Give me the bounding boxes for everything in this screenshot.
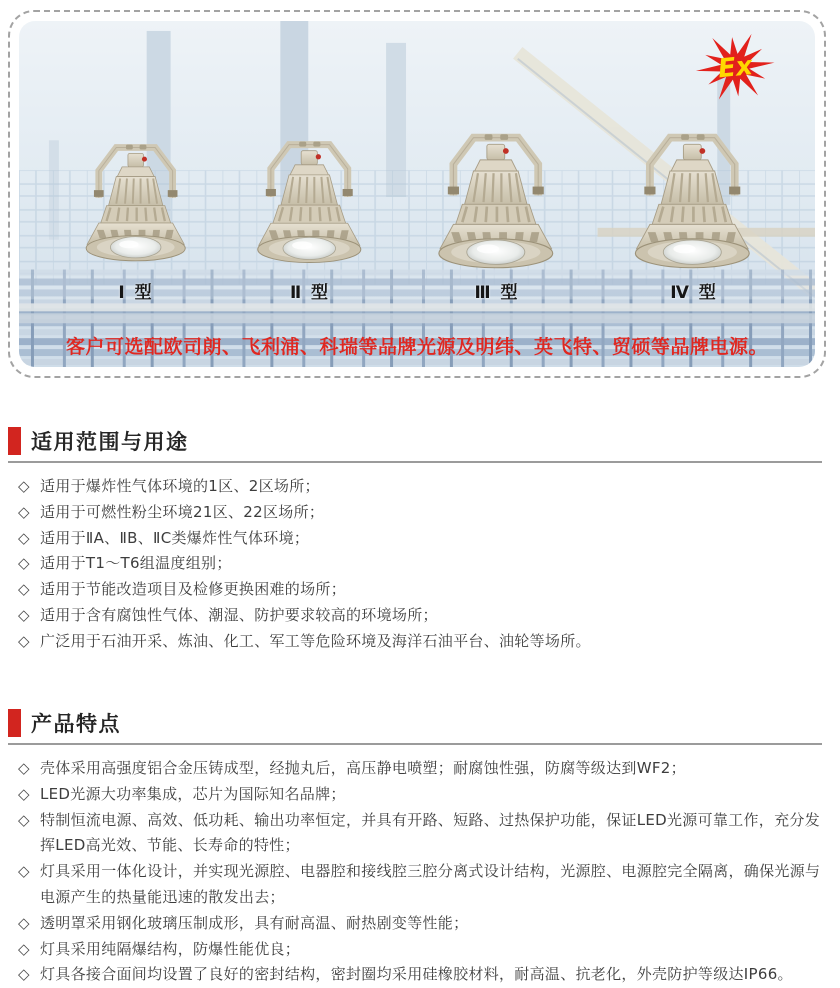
diamond-bullet-icon: ◇ [18,810,30,829]
list-item [18,808,822,860]
section-title: 产品特点 [31,712,121,736]
list-item-text: 适用于含有腐蚀性气体、潮湿、防护要求较高的环境场所； [40,605,438,624]
model-label-2: Ⅱ 型 [289,283,331,303]
model-label-3: Ⅲ 型 [474,283,520,303]
red-accent-bar [8,427,21,455]
list-item [18,782,822,808]
diamond-bullet-icon: ◇ [18,477,30,495]
diamond-bullet-icon: ◇ [18,784,30,803]
brand-options-caption: 客户可选配欧司朗、飞利浦、科瑞等品牌光源及明纬、英飞特、贸硕等品牌电源。 [65,336,768,358]
section-applicable-scope [8,426,822,655]
diamond-bullet-icon: ◇ [18,580,30,599]
list-item-text: 广泛用于石油开采、炼油、化工、军工等危险环境及海洋石油平台、油轮等场所。 [40,631,591,650]
list-item [18,526,822,552]
section-title: 适用范围与用途 [31,430,189,454]
list-item [18,603,822,629]
red-accent-bar [8,709,21,737]
diamond-bullet-icon: ◇ [18,528,30,547]
list-item-text: 透明罩采用钢化玻璃压制成形，具有耐高温、耐热剧变等性能； [40,913,469,932]
model-label-4: Ⅳ 型 [670,283,718,303]
section-header [8,708,822,745]
list-item-text: 适用于可燃性粉尘环境21区、22区场所； [40,502,325,521]
list-item [18,551,822,577]
list-item-text: 灯具各接合面间均设置了良好的密封结构，密封圈均采用硅橡胶材料，耐高温、抗老化，外壳防护等级达IP66。 [40,965,793,984]
list-item [18,756,822,782]
list-item [18,577,822,603]
diamond-bullet-icon: ◇ [18,631,30,650]
hero-photo-illustration [19,21,815,367]
list-item [18,500,822,526]
diamond-bullet-icon: ◇ [18,939,30,958]
list-item [18,962,822,988]
bullet-list [8,474,822,655]
list-item-text: 适用于T1～T6组温度组别； [40,554,232,573]
list-item-text: 适用于ⅡA、ⅡB、ⅡC类爆炸性气体环境； [40,528,310,547]
list-item-text: LED光源大功率集成，芯片为国际知名品牌； [40,784,346,803]
list-item-text: 特制恒流电源、高效、低功耗、输出功率恒定，并具有开路、短路、过热保护功能，保证LED光源可靠工作，充分发挥LED高光效、节能、长寿命的特性； [40,810,820,855]
diamond-bullet-icon: ◇ [18,913,30,932]
diamond-bullet-icon: ◇ [18,554,30,573]
hero-dashed-frame [8,10,826,378]
list-item [18,911,822,937]
list-item-text: 适用于节能改造项目及检修更换困难的场所； [40,580,347,599]
section-product-features [8,708,822,988]
diamond-bullet-icon: ◇ [18,759,30,777]
list-item-text: 灯具采用纯隔爆结构，防爆性能优良； [40,939,301,958]
bullet-list [8,756,822,988]
diamond-bullet-icon: ◇ [18,605,30,624]
ex-badge-text: Ex [716,51,754,85]
model-label-1: Ⅰ 型 [118,283,154,303]
list-item [18,474,822,500]
list-item-text: 壳体采用高强度铝合金压铸成型，经抛丸后，高压静电喷塑；耐腐蚀性强，防腐等级达到WF2； [40,759,686,777]
diamond-bullet-icon: ◇ [18,862,30,881]
hero-product-photo [19,21,815,367]
list-item-text: 适用于爆炸性气体环境的1区、2区场所； [40,477,320,495]
list-item [18,629,822,655]
list-item-text: 灯具采用一体化设计，并实现光源腔、电器腔和接线腔三腔分离式设计结构，光源腔、电源腔完全隔离，确保光源与电源产生的热量能迅速的散发出去； [40,862,821,906]
list-item [18,937,822,963]
list-item [18,859,822,911]
diamond-bullet-icon: ◇ [18,502,30,521]
ex-badge-icon [693,32,778,102]
diamond-bullet-icon: ◇ [18,965,30,984]
section-header [8,426,822,463]
